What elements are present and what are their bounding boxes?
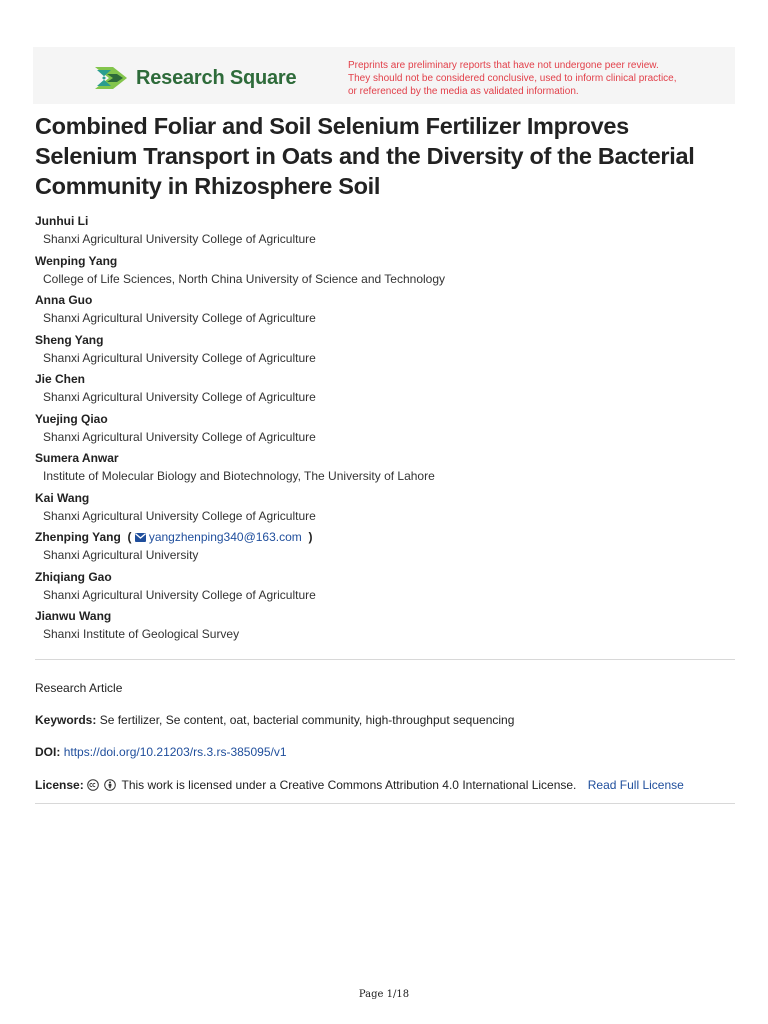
page-number: Page 1/18 <box>358 989 410 1000</box>
author-affiliation: Shanxi Agricultural University College of Agriculture <box>43 390 316 404</box>
email-paren-open: ( <box>124 530 132 544</box>
author-name: Junhui Li <box>35 214 89 228</box>
author-entry <box>35 490 735 530</box>
author-affiliation: Institute of Molecular Biology and Biotechnology, The University of Lahore <box>43 469 435 483</box>
brand-name: Research Square <box>136 66 297 89</box>
keywords-value: Se fertilizer, Se content, oat, bacterial community, high-throughput sequencing <box>99 713 515 727</box>
research-square-logo[interactable] <box>93 64 296 92</box>
corresponding-author <box>35 529 735 547</box>
author-name: Wenping Yang <box>35 253 118 268</box>
envelope-icon <box>135 533 146 542</box>
author-name: Jie Chen <box>35 372 86 386</box>
doi-line <box>35 744 287 760</box>
preprint-notice <box>348 59 728 98</box>
keywords-line <box>35 712 514 728</box>
author-name: Kai Wang <box>35 490 90 505</box>
author-affiliation: Shanxi Agricultural University College of Agriculture <box>43 350 316 365</box>
article-type: Research Article <box>35 681 123 695</box>
email-paren-close: ) <box>305 530 313 544</box>
read-full-license-link[interactable]: Read Full License <box>587 778 684 792</box>
author-entry <box>35 569 735 609</box>
author-entry <box>35 411 735 451</box>
author-list <box>35 213 735 648</box>
author-entry <box>35 213 735 253</box>
license-label: License: <box>35 778 84 792</box>
research-square-logo-icon <box>93 65 129 91</box>
author-entry <box>35 332 735 372</box>
author-affiliation: Shanxi Institute of Geological Survey <box>43 627 240 641</box>
keywords-label: Keywords: <box>35 713 97 727</box>
author-affiliation: College of Life Sciences, North China University of Science and Technology <box>43 271 445 286</box>
author-affiliation: Shanxi Agricultural University College of Agriculture <box>43 587 316 602</box>
creative-commons-icon <box>87 779 99 791</box>
author-entry <box>35 253 735 293</box>
doi-link[interactable]: https://doi.org/10.21203/rs.3.rs-385095/v1 <box>63 745 287 759</box>
author-affiliation: Shanxi Agricultural University College of Agriculture <box>43 232 316 246</box>
divider <box>35 659 735 660</box>
author-entry <box>35 371 735 411</box>
author-name: Jianwu Wang <box>35 609 112 623</box>
preprint-notice-line: or referenced by the media as validated information. <box>348 86 579 97</box>
author-name: Sheng Yang <box>35 332 104 347</box>
author-name: Zhenping Yang <box>35 530 121 544</box>
license-text: This work is licensed under a Creative Commons Attribution 4.0 International License. <box>121 778 577 792</box>
author-affiliation: Shanxi Agricultural University College of Agriculture <box>43 429 316 444</box>
author-affiliation: Shanxi Agricultural University <box>43 548 199 562</box>
author-email-link[interactable]: yangzhenping340@163.com <box>148 530 302 544</box>
divider <box>35 803 735 804</box>
header-banner <box>33 47 735 104</box>
paper-title: Combined Foliar and Soil Selenium Fertilizer Improves Selenium Transport in Oats and the Diversity of the Bacterial Community in Rhizosphere Soil <box>35 113 695 199</box>
author-entry <box>35 292 735 332</box>
author-name: Anna Guo <box>35 293 93 307</box>
attribution-icon <box>104 779 116 791</box>
author-affiliation: Shanxi Agricultural University College of Agriculture <box>43 311 316 325</box>
author-entry <box>35 608 735 648</box>
author-affiliation: Shanxi Agricultural University College of Agriculture <box>43 508 316 523</box>
preprint-notice-line: Preprints are preliminary reports that have not undergone peer review. <box>348 60 659 71</box>
license-line <box>35 777 684 793</box>
doi-label: DOI: <box>35 745 61 759</box>
author-name: Yuejing Qiao <box>35 411 108 426</box>
author-name: Zhiqiang Gao <box>35 569 112 584</box>
preprint-notice-line: They should not be considered conclusive, used to inform clinical practice, <box>348 73 677 84</box>
author-name: Sumera Anwar <box>35 451 119 465</box>
author-entry <box>35 529 735 569</box>
author-entry <box>35 450 735 490</box>
